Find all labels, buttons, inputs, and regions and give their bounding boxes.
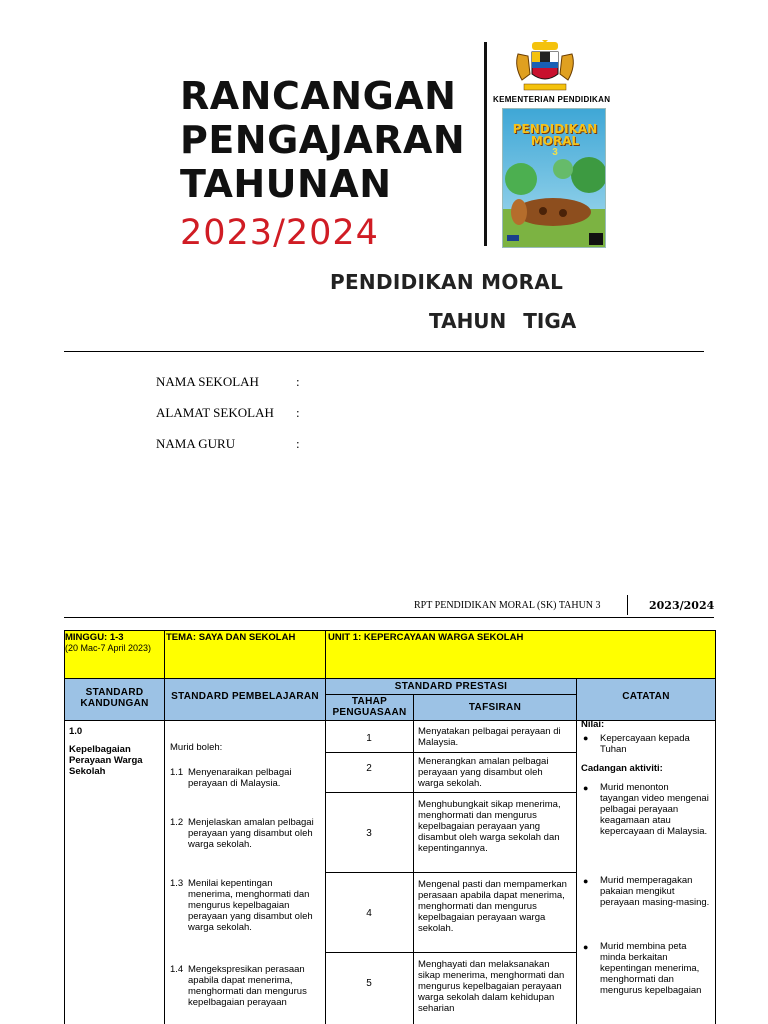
learning-item: 1.1 Menyenaraikan pelbagai perayaan di Malaysia. [170, 767, 292, 789]
week-label: MINGGU: 1-3 [65, 632, 124, 643]
cover-title-line-1: RANCANGAN [180, 74, 457, 118]
learning-intro: Murid boleh: [170, 742, 223, 753]
header-standard-learning: STANDARD PEMBELAJARAN [171, 691, 319, 702]
header-level: TAHAP PENGUASAAN [332, 696, 407, 718]
activity-label: Cadangan aktiviti: [581, 763, 663, 774]
cover-title-line-2: PENGAJARAN [180, 118, 466, 162]
level-interpretation: Mengenal pasti dan mempamerkan perasaan apabila dapat menerima, menghormati dan mengurus kepelbagaian perayaan warga sekolah. [418, 879, 567, 934]
level-number: 3 [366, 828, 372, 839]
content-number: 1.0 [69, 726, 83, 737]
level-interpretation: Menghayati dan melaksanakan sikap menerima, menghormati dan mengurus kepelbagaian perayaan warga sekolah dalam kehidupan seharian [418, 959, 565, 1014]
teacher-row [156, 436, 300, 452]
school-address-row [156, 405, 300, 421]
page-header-divider [627, 595, 628, 615]
cover-separator [64, 351, 704, 352]
activity-item: Murid membina peta minda berkaitan kepentingan menerima, menghormati dan mengurus kepelbagaian [600, 941, 702, 996]
header-standard-content: STANDARD KANDUNGAN [80, 687, 149, 709]
bullet-icon: ● [583, 733, 589, 743]
learning-item: 1.3 Menilai kepentingan menerima, menghormati dan mengurus kepelbagaian perayaan yang disambut oleh warga sekolah. [170, 878, 313, 933]
school-name-label: NAMA SEKOLAH [156, 374, 259, 389]
school-address-label: ALAMAT SEKOLAH [156, 405, 274, 420]
learning-item: 1.4 Mengekspresikan perasaan apabila dapat menerima, menghormati dan mengurus kepelbagaian perayaan [170, 964, 307, 1008]
theme-label: TEMA: SAYA DAN SEKOLAH [166, 632, 296, 643]
unit-label: UNIT 1: KEPERCAYAAN WARGA SEKOLAH [328, 632, 524, 643]
level-number: 2 [366, 763, 372, 774]
textbook-title: PENDIDIKAN MORAL [512, 122, 598, 148]
level-number: 4 [366, 908, 372, 919]
level-interpretation: Menyatakan pelbagai perayaan di Malaysia. [418, 726, 561, 748]
learning-item: 1.2 Menjelaskan amalan pelbagai perayaan yang disambut oleh warga sekolah. [170, 817, 314, 850]
cover-divider [484, 42, 487, 246]
school-address-colon: : [296, 405, 300, 420]
teacher-label: NAMA GURU [156, 436, 236, 451]
school-name-colon: : [296, 374, 300, 389]
bullet-icon: ● [583, 783, 589, 793]
level-interpretation: Menghubungkait sikap menerima, menghormati dan mengurus kepelbagaian perayaan yang disambut oleh warga sekolah dan kepentingannya. [418, 799, 561, 854]
header-standard-performance: STANDARD PRESTASI [394, 681, 508, 692]
textbook-number: 3 [552, 147, 558, 158]
header-notes: CATATAN [622, 691, 670, 702]
ministry-label: KEMENTERIAN PENDIDIKAN [493, 95, 611, 104]
activity-item: Murid menonton tayangan video mengenai pelbagai perayaan keagamaan atau kepercayaan di Malaysia. [600, 782, 709, 837]
page-header-title: RPT PENDIDIKAN MORAL (SK) TAHUN 3 [414, 600, 601, 611]
level-number: 5 [366, 978, 372, 989]
level-interpretation: Menerangkan amalan pelbagai perayaan yang disambut oleh warga sekolah. [418, 756, 549, 789]
page-header-year: 2023/2024 [649, 599, 715, 612]
cover-year: 2023/2024 [180, 213, 379, 253]
value-label: Nilai: [581, 719, 605, 730]
cover-title-line-3: TAHUNAN [180, 162, 392, 206]
level-title: TAHUN TIGA [429, 309, 577, 333]
bullet-icon: ● [583, 876, 589, 886]
cover-title [180, 74, 480, 206]
value-item: Kepercayaan kepada Tuhan [600, 733, 690, 755]
level-number: 1 [366, 733, 372, 744]
week-dates: (20 Mac-7 April 2023) [65, 643, 152, 653]
content-title: Kepelbagaian Perayaan Warga Sekolah [69, 744, 143, 777]
bullet-icon: ● [583, 942, 589, 952]
activity-item: Murid memperagakan pakaian mengikut perayaan masing-masing. [600, 875, 710, 908]
textbook-cover-image [502, 108, 606, 248]
coat-of-arms-icon [512, 40, 578, 92]
header-interpretation: TAFSIRAN [468, 702, 522, 713]
page-header-rule [64, 617, 714, 618]
teacher-colon: : [296, 436, 300, 451]
subject-title: PENDIDIKAN MORAL [330, 270, 564, 294]
school-name-row [156, 374, 300, 390]
